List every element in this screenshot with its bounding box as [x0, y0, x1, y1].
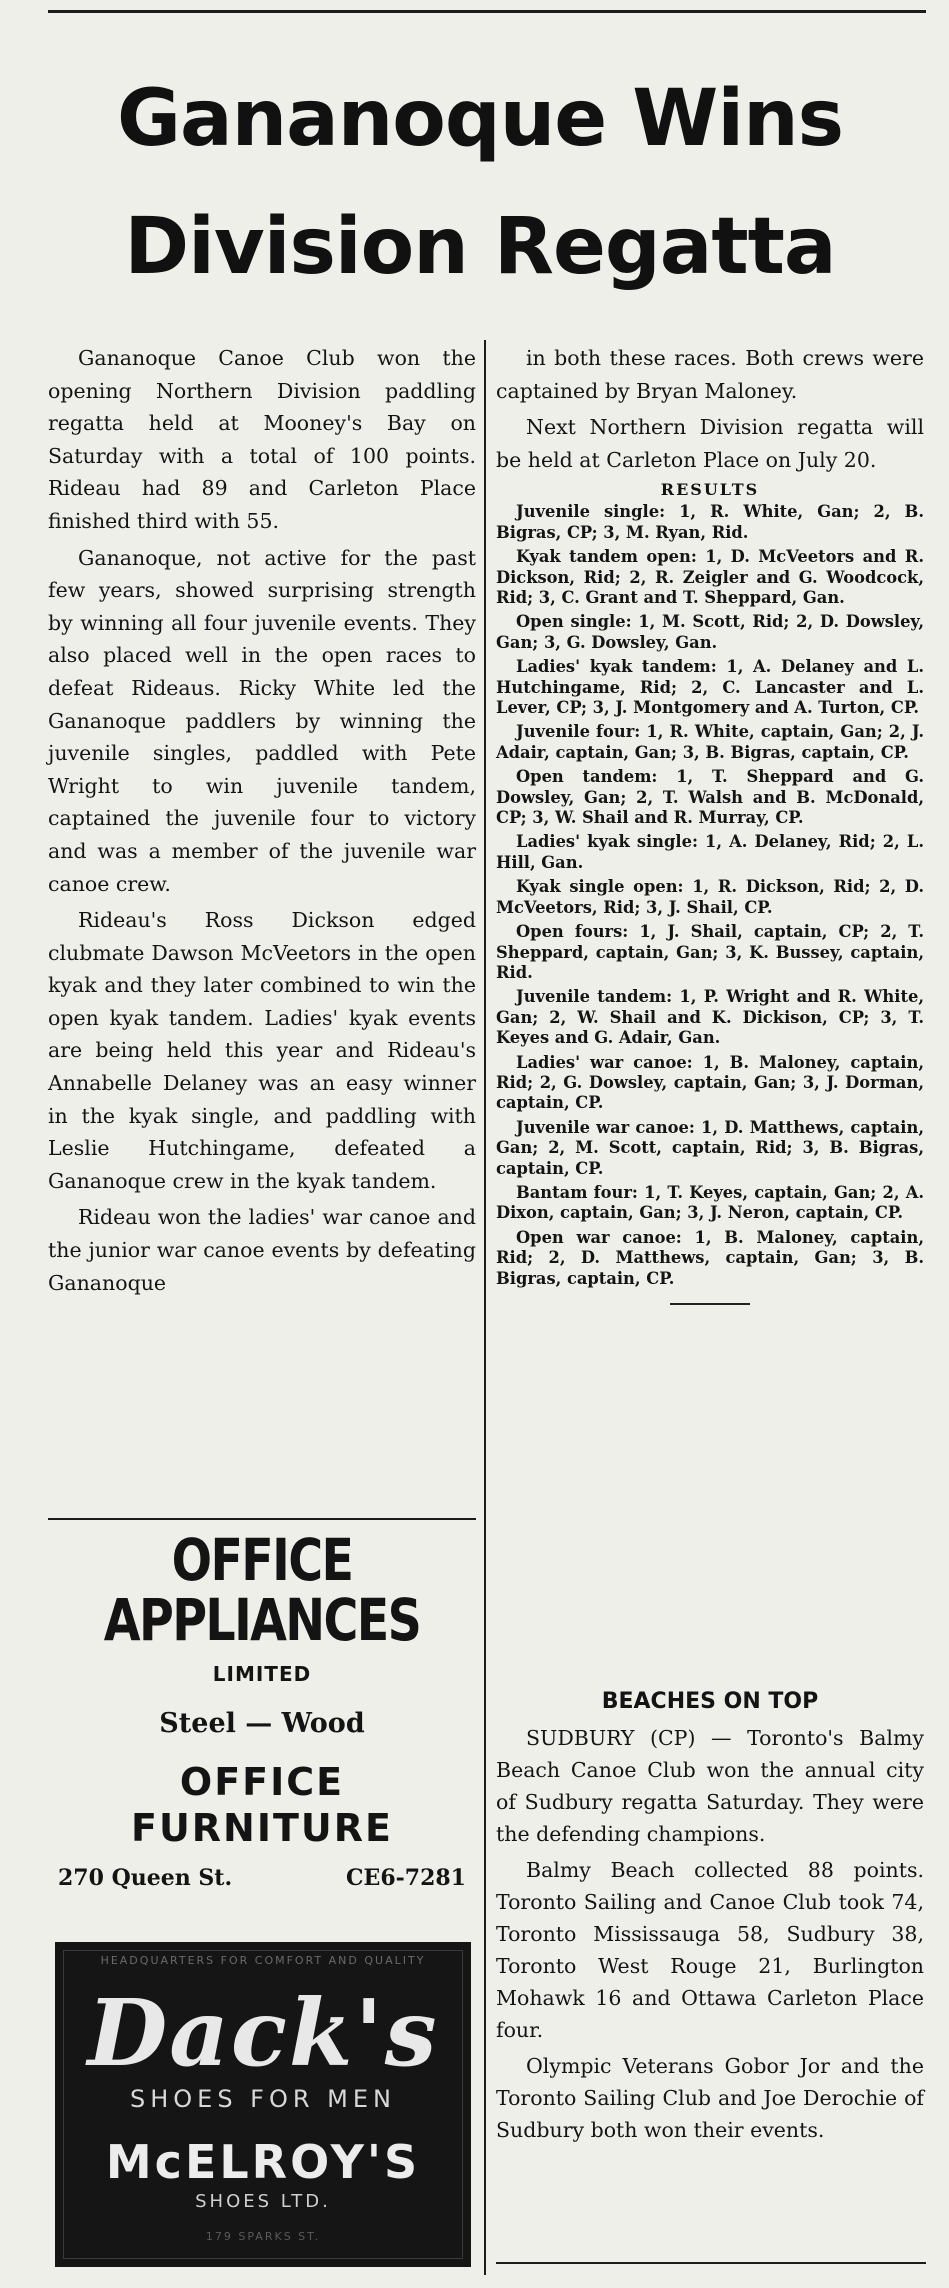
article-paragraph: in both these races. Both crews were captained by Bryan Maloney. [496, 346, 924, 403]
result-entry: Open fours: 1, J. Shail, captain, CP; 2, T. Sheppard, captain, Gan; 3, K. Bussey, captain, Rid. [496, 922, 924, 982]
second-story [496, 1686, 924, 2146]
office-appliances-ad [48, 1526, 476, 1950]
result-entry: Open war canoe: 1, B. Maloney, captain, Rid; 2, D. Matthews, captain, Gan; 3, B. Bigras, captain, CP. [496, 1227, 924, 1288]
ad-footer: 179 SPARKS ST. [205, 2230, 321, 2243]
result-entry: Juvenile tandem: 1, P. Wright and R. White, Gan; 2, W. Shail and K. Dickison, CP; 3, T. Keyes and G. Adair, Gan. [496, 987, 924, 1048]
result-entry: Kyak single open: 1, R. Dickson, Rid; 2, D. McVeetors, Rid; 3, J. Shail, CP. [496, 877, 924, 917]
second-story-paragraph: Balmy Beach collected 88 points. Toronto Sailing and Canoe Club took 74, Toronto Mississauga 58, Sudbury 38, Toronto West Rouge 21, Burlington Mohawk 16 and Ottawa Carleton Place four. [496, 1858, 924, 2042]
second-story-paragraph: Olympic Veterans Gobor Jor and the Toronto Sailing Club and Joe Derochie of Sudbury both won their events. [496, 2054, 924, 2142]
results-heading: RESULTS [660, 480, 760, 500]
headline-line-1: Gananoque Wins [116, 74, 844, 164]
section-divider [670, 1303, 750, 1305]
article-paragraph: Gananoque Canoe Club won the opening Northern Division paddling regatta held at Mooney's Bay on Saturday with a total of 100 points. Rideau had 89 and Carleton Place finished third with 55. [48, 346, 476, 533]
article-left-column [48, 342, 476, 1299]
article-paragraph: Gananoque, not active for the past few years, showed surprising strength by winning all four juvenile events. They also placed well in the open races to defeat Rideaus. Ricky White led the Gananoque paddlers by winning the juvenile singles, paddled with Pete Wright to win juvenile tandem, captained the juvenile four to victory and was a member of the juvenile war canoe crew. [48, 545, 476, 896]
ad-tagline: HEADQUARTERS FOR COMFORT AND QUALITY [100, 1954, 426, 1967]
results-list [496, 502, 924, 1289]
result-entry: Open tandem: 1, T. Sheppard and G. Dowsley, Gan; 2, T. Walsh and B. McDonald, CP; 3, W. Shail and R. Murray, CP. [496, 767, 924, 828]
result-entry: Open single: 1, M. Scott, Rid; 2, D. Dowsley, Gan; 3, G. Dowsley, Gan. [496, 612, 924, 652]
ad-furniture-2: FURNITURE [130, 1806, 393, 1850]
result-entry: Ladies' kyak tandem: 1, A. Delaney and L. Hutchingame, Rid; 2, C. Lancaster and L. Lever, CP; 3, J. Montgomery and A. Turton, CP. [496, 657, 924, 718]
result-entry: Bantam four: 1, T. Keyes, captain, Gan; 2, A. Dixon, captain, Gan; 3, J. Neron, captain, CP. [496, 1182, 924, 1223]
article-paragraph: Rideau won the ladies' war canoe and the junior war canoe events by defeating Gananoque [48, 1205, 476, 1295]
article-paragraph: Rideau's Ross Dickson edged clubmate Dawson McVeetors in the open kyak and they later combined to win the open kyak tandem. Ladies' kyak events are being held this year and Rideau's Annabelle Delaney was an easy winner in the kyak single, and paddling with Leslie Hutchingame, defeated a Gananoque crew in the kyak tandem. [48, 908, 476, 1193]
ad-brand-sub: SHOES FOR MEN [129, 2085, 397, 2113]
second-story-heading: BEACHES ON TOP [601, 1689, 819, 1714]
ad-furniture-1: OFFICE [179, 1760, 345, 1804]
top-rule [48, 10, 926, 13]
ad-separator-rule [48, 1518, 476, 1520]
result-entry: Ladies' war canoe: 1, B. Maloney, captain, Rid; 2, G. Dowsley, captain, Gan; 3, J. Dorman, captain, CP. [496, 1052, 924, 1113]
column-rule [484, 340, 486, 2275]
ad-store: McELROY'S [105, 2135, 421, 2189]
article-paragraph: Next Northern Division regatta will be held at Carleton Place on July 20. [496, 415, 924, 472]
result-entry: Juvenile four: 1, R. White, captain, Gan; 2, J. Adair, captain, Gan; 3, B. Bigras, captain, CP. [496, 722, 924, 762]
ad-contact [48, 1865, 476, 1891]
ad-inner-border [63, 1950, 463, 2259]
result-entry: Ladies' kyak single: 1, A. Delaney, Rid; 2, L. Hill, Gan. [496, 832, 924, 872]
ad-title-appliances: APPLIANCES [103, 1586, 421, 1654]
article-right-column [496, 342, 924, 1323]
bottom-right-rule [496, 2262, 926, 2264]
ad-store-sub: SHOES LTD. [195, 2191, 331, 2212]
ad-materials: Steel — Wood [159, 1708, 365, 1739]
ad-title-office: OFFICE [171, 1526, 353, 1594]
result-entry: Juvenile single: 1, R. White, Gan; 2, B. Bigras, CP; 3, M. Ryan, Rid. [496, 502, 924, 542]
result-entry: Kyak tandem open: 1, D. McVeetors and R. Dickson, Rid; 2, R. Zeigler and G. Woodcock, Rid; 3, C. Grant and T. Sheppard, Gan. [496, 547, 924, 607]
headline-line-2: Division Regatta [124, 202, 836, 292]
ad-limited: LIMITED [212, 1662, 312, 1686]
headline [50, 55, 910, 311]
result-entry: Juvenile war canoe: 1, D. Matthews, captain, Gan; 2, M. Scott, captain, Rid; 3, B. Bigras, captain, CP. [496, 1117, 924, 1178]
ad-phone: CE6-7281 [346, 1865, 466, 1891]
ad-brand: Dack's [87, 1979, 439, 2087]
second-story-paragraph: SUDBURY (CP) — Toronto's Balmy Beach Canoe Club won the annual city of Sudbury regatta Saturday. They were the defending champions. [496, 1726, 924, 1846]
dacks-shoes-ad [55, 1942, 471, 2267]
ad-address: 270 Queen St. [58, 1865, 233, 1891]
